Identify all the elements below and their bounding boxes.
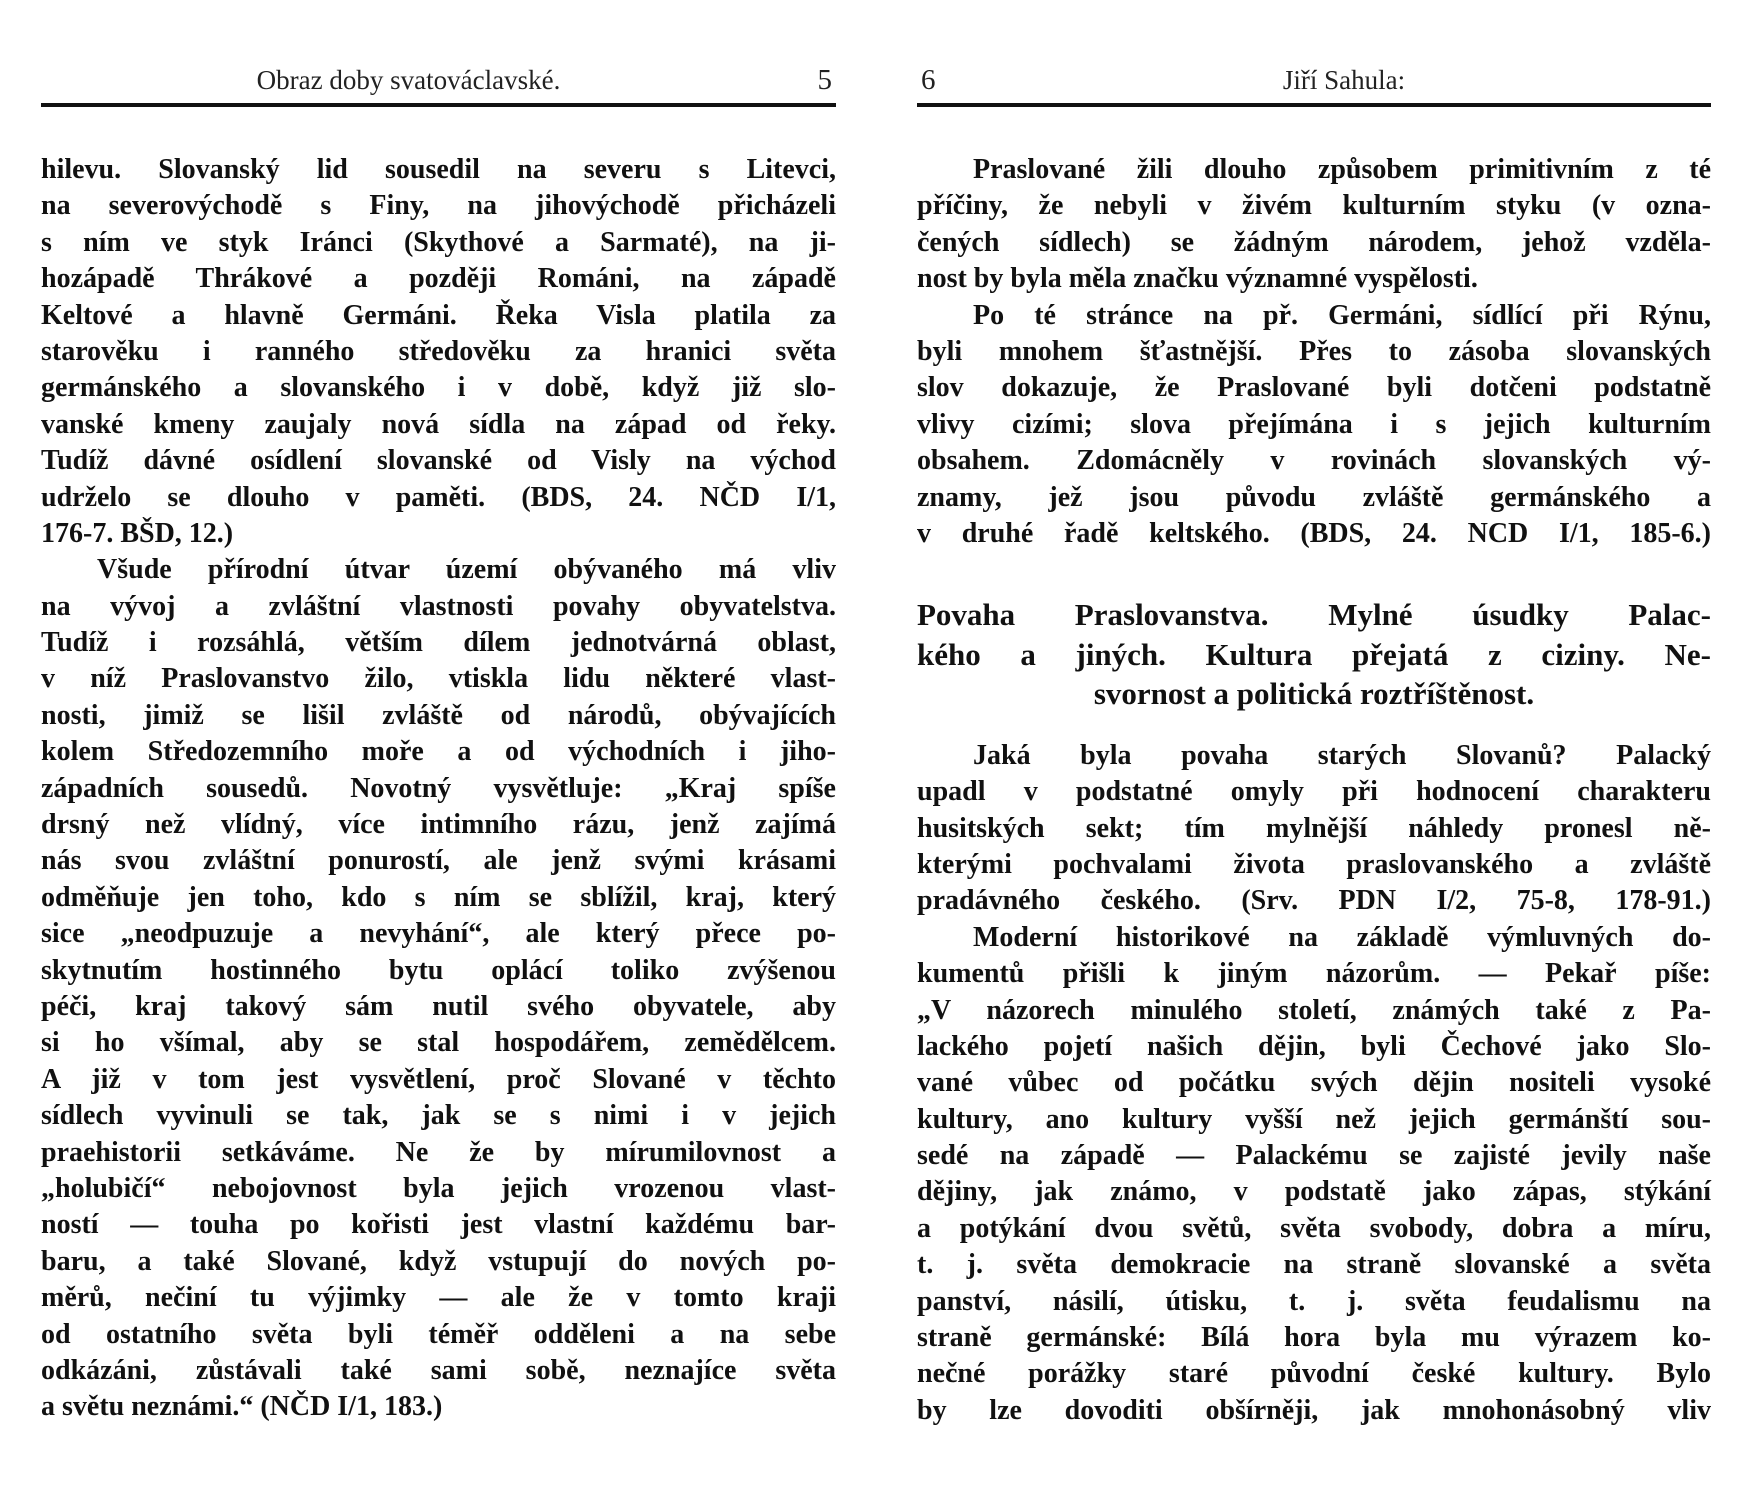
text-line: husitských sekt; tím mylnější náhledy pronesl ně- xyxy=(917,812,1711,844)
text-line: na severovýchodě s Finy, na jihovýchodě přicházeli xyxy=(41,190,836,222)
page-body xyxy=(917,152,1711,1429)
heading-line: svornost a politická roztříštěnost. xyxy=(1093,676,1535,712)
text-line: měrů, nečiní tu výjimky — ale že v tomto kraji xyxy=(41,1282,836,1314)
text-line: příčiny, že nebyli v živém kulturním styku (v ozna- xyxy=(917,190,1711,222)
text-line: v druhé řadě keltského. (BDS, 24. NCD I/1, 185-6.) xyxy=(917,517,1711,549)
running-title: Obraz doby svatováclavské. xyxy=(256,65,561,95)
text-line: vané vůbec od počátku svých dějin nositeli vysoké xyxy=(917,1067,1711,1099)
text-line: kultury, ano kultury vyšší než jejich germánští sou- xyxy=(917,1103,1711,1135)
text-line: Jaká byla povaha starých Slovanů? Palacký xyxy=(973,739,1711,771)
text-line: Keltové a hlavně Germáni. Řeka Visla platila za xyxy=(41,299,836,331)
text-line: odměňuje jen toho, kdo s ním se sblížil, kraj, který xyxy=(41,881,836,913)
text-line: kolem Středozemního moře a od východních i jiho- xyxy=(41,736,836,768)
paragraph xyxy=(917,152,1711,298)
text-line: drsný než vlídný, více intimního rázu, jenž zajímá xyxy=(41,809,836,841)
text-line: čených sídlech) se žádným národem, jehož vzděla- xyxy=(917,226,1711,258)
text-line: vlivy cizími; slova přejímána i s jejich kulturním xyxy=(917,408,1711,440)
text-line: 176-7. BŠD, 12.) xyxy=(41,517,234,549)
text-line: baru, a také Slované, když vstupují do nových po- xyxy=(41,1245,836,1277)
text-line: s ním ve styk Iránci (Skythové a Sarmaté), na ji- xyxy=(41,226,836,258)
text-line: t. j. světa demokracie na straně slovanské a světa xyxy=(917,1249,1711,1281)
text-line: Tudíž dávné osídlení slovanské od Visly na východ xyxy=(41,445,836,477)
text-line: sice „neodpuzuje a nevyhání“, ale který přece po- xyxy=(41,918,836,950)
text-line: starověku i ranného středověku za hranici světa xyxy=(41,335,836,367)
text-line: Praslované žili dlouho způsobem primitivním z té xyxy=(973,154,1711,185)
page-body xyxy=(41,152,836,1426)
running-header xyxy=(41,62,836,98)
text-line: lackého pojetí našich dějin, byli Čechové jako Slo- xyxy=(917,1030,1711,1062)
header-rule xyxy=(917,103,1711,107)
paragraph xyxy=(917,738,1711,920)
text-line: znamy, jež jsou původu zvláště germánského a xyxy=(917,481,1711,513)
text-line: péči, kraj takový sám nutil svého obyvatele, aby xyxy=(41,990,836,1022)
text-line: nosti, jimiž se lišil zvláště od národů, obývajících xyxy=(41,699,836,731)
text-line: Moderní historikové na základě výmluvných do- xyxy=(973,921,1711,953)
text-line: nečné porážky staré původní české kultury. Bylo xyxy=(917,1358,1711,1390)
section-heading xyxy=(917,595,1711,714)
text-line: sídlech vyvinuli se tak, jak se s nimi i v jejich xyxy=(41,1100,836,1132)
text-line: nás svou zvláštní ponurostí, ale jenž svými krásami xyxy=(41,845,836,877)
text-line: by lze dovoditi obšírněji, jak mnohonásobný vliv xyxy=(917,1394,1711,1426)
text-line: upadl v podstatné omyly při hodnocení charakteru xyxy=(917,776,1711,808)
right-page xyxy=(917,0,1711,1500)
text-line: a potýkání dvou světů, světa svobody, dobra a míru, xyxy=(917,1212,1711,1244)
text-line: odkázáni, zůstávali také sami sobě, neznajíce světa xyxy=(41,1354,836,1386)
text-line: germánského a slovanského i v době, když již slo- xyxy=(41,372,836,404)
text-line: „V názorech minulého století, známých také z Pa- xyxy=(917,994,1711,1026)
text-line: udrželo se dlouho v paměti. (BDS, 24. NČD I/1, xyxy=(41,481,836,513)
text-line: hilevu. Slovanský lid sousedil na severu s Litevci, xyxy=(41,154,836,185)
text-line: A již v tom jest vysvětlení, proč Slované v těchto xyxy=(41,1063,836,1095)
text-line: Tudíž i rozsáhlá, větším dílem jednotvárná oblast, xyxy=(41,627,836,659)
text-line: ností — touha po kořisti jest vlastní každému bar- xyxy=(41,1209,836,1241)
page-number: 6 xyxy=(921,64,936,96)
running-header xyxy=(917,62,1711,98)
text-line: Po té stránce na př. Germáni, sídlící při Rýnu, xyxy=(973,299,1711,331)
text-line: nost by byla měla značku významné vyspělosti. xyxy=(917,263,1478,295)
text-line: pradávného českého. (Srv. PDN I/2, 75-8, 178-91.) xyxy=(917,885,1711,917)
running-title: Jiří Sahula: xyxy=(1282,65,1406,95)
paragraph xyxy=(917,920,1711,1429)
text-line: si ho všímal, aby se stal hospodářem, zemědělcem. xyxy=(41,1027,836,1059)
text-line: Všude přírodní útvar území obývaného má vliv xyxy=(97,554,836,586)
text-line: dějiny, jak známo, v podstatě jako zápas, stýkání xyxy=(917,1176,1711,1208)
paragraph xyxy=(917,298,1711,553)
text-line: od ostatního světa byli téměř odděleni a na sebe xyxy=(41,1318,836,1350)
text-line: „holubičí“ nebojovnost byla jejich vrozenou vlast- xyxy=(41,1172,836,1204)
text-line: hozápadě Thrákové a později Románi, na západě xyxy=(41,263,836,295)
text-line: kumentů přišli k jiným názorům. — Pekař píše: xyxy=(917,958,1711,990)
header-rule xyxy=(41,103,836,107)
left-page xyxy=(41,0,836,1500)
text-line: západních sousedů. Novotný vysvětluje: „Kraj spíše xyxy=(41,772,836,804)
text-line: slov dokazuje, že Praslované byli dotčeni podstatně xyxy=(917,372,1711,404)
heading-line: kého a jiných. Kultura přejatá z ciziny. Ne- xyxy=(917,636,1711,672)
text-line: vanské kmeny zaujaly nová sídla na západ od řeky. xyxy=(41,408,836,440)
text-line: skytnutím hostinného bytu oplácí toliko zvýšenou xyxy=(41,954,836,986)
heading-line: Povaha Praslovanstva. Mylné úsudky Palac- xyxy=(917,597,1711,633)
page-number: 5 xyxy=(817,64,832,96)
text-line: obsahem. Zdomácněly v rovinách slovanských vý- xyxy=(917,445,1711,477)
paragraph xyxy=(41,152,836,552)
paragraph xyxy=(41,552,836,1425)
text-line: sedé na západě — Palackému se zajisté jevily naše xyxy=(917,1140,1711,1172)
text-line: straně germánské: Bílá hora byla mu výrazem ko- xyxy=(917,1322,1711,1354)
text-line: a světu neznámi.“ (NČD I/1, 183.) xyxy=(41,1391,443,1423)
text-line: panství, násilí, útisku, t. j. světa feudalismu na xyxy=(917,1285,1711,1317)
text-line: na vývoj a zvláštní vlastnosti povahy obyvatelstva. xyxy=(41,590,836,622)
text-line: kterými pochvalami života praslovanského a zvláště xyxy=(917,848,1711,880)
text-line: v níž Praslovanstvo žilo, vtiskla lidu některé vlast- xyxy=(41,663,836,695)
text-line: byli mnohem šťastnější. Přes to zásoba slovanských xyxy=(917,335,1711,367)
text-line: praehistorii setkáváme. Ne že by mírumilovnost a xyxy=(41,1136,836,1168)
